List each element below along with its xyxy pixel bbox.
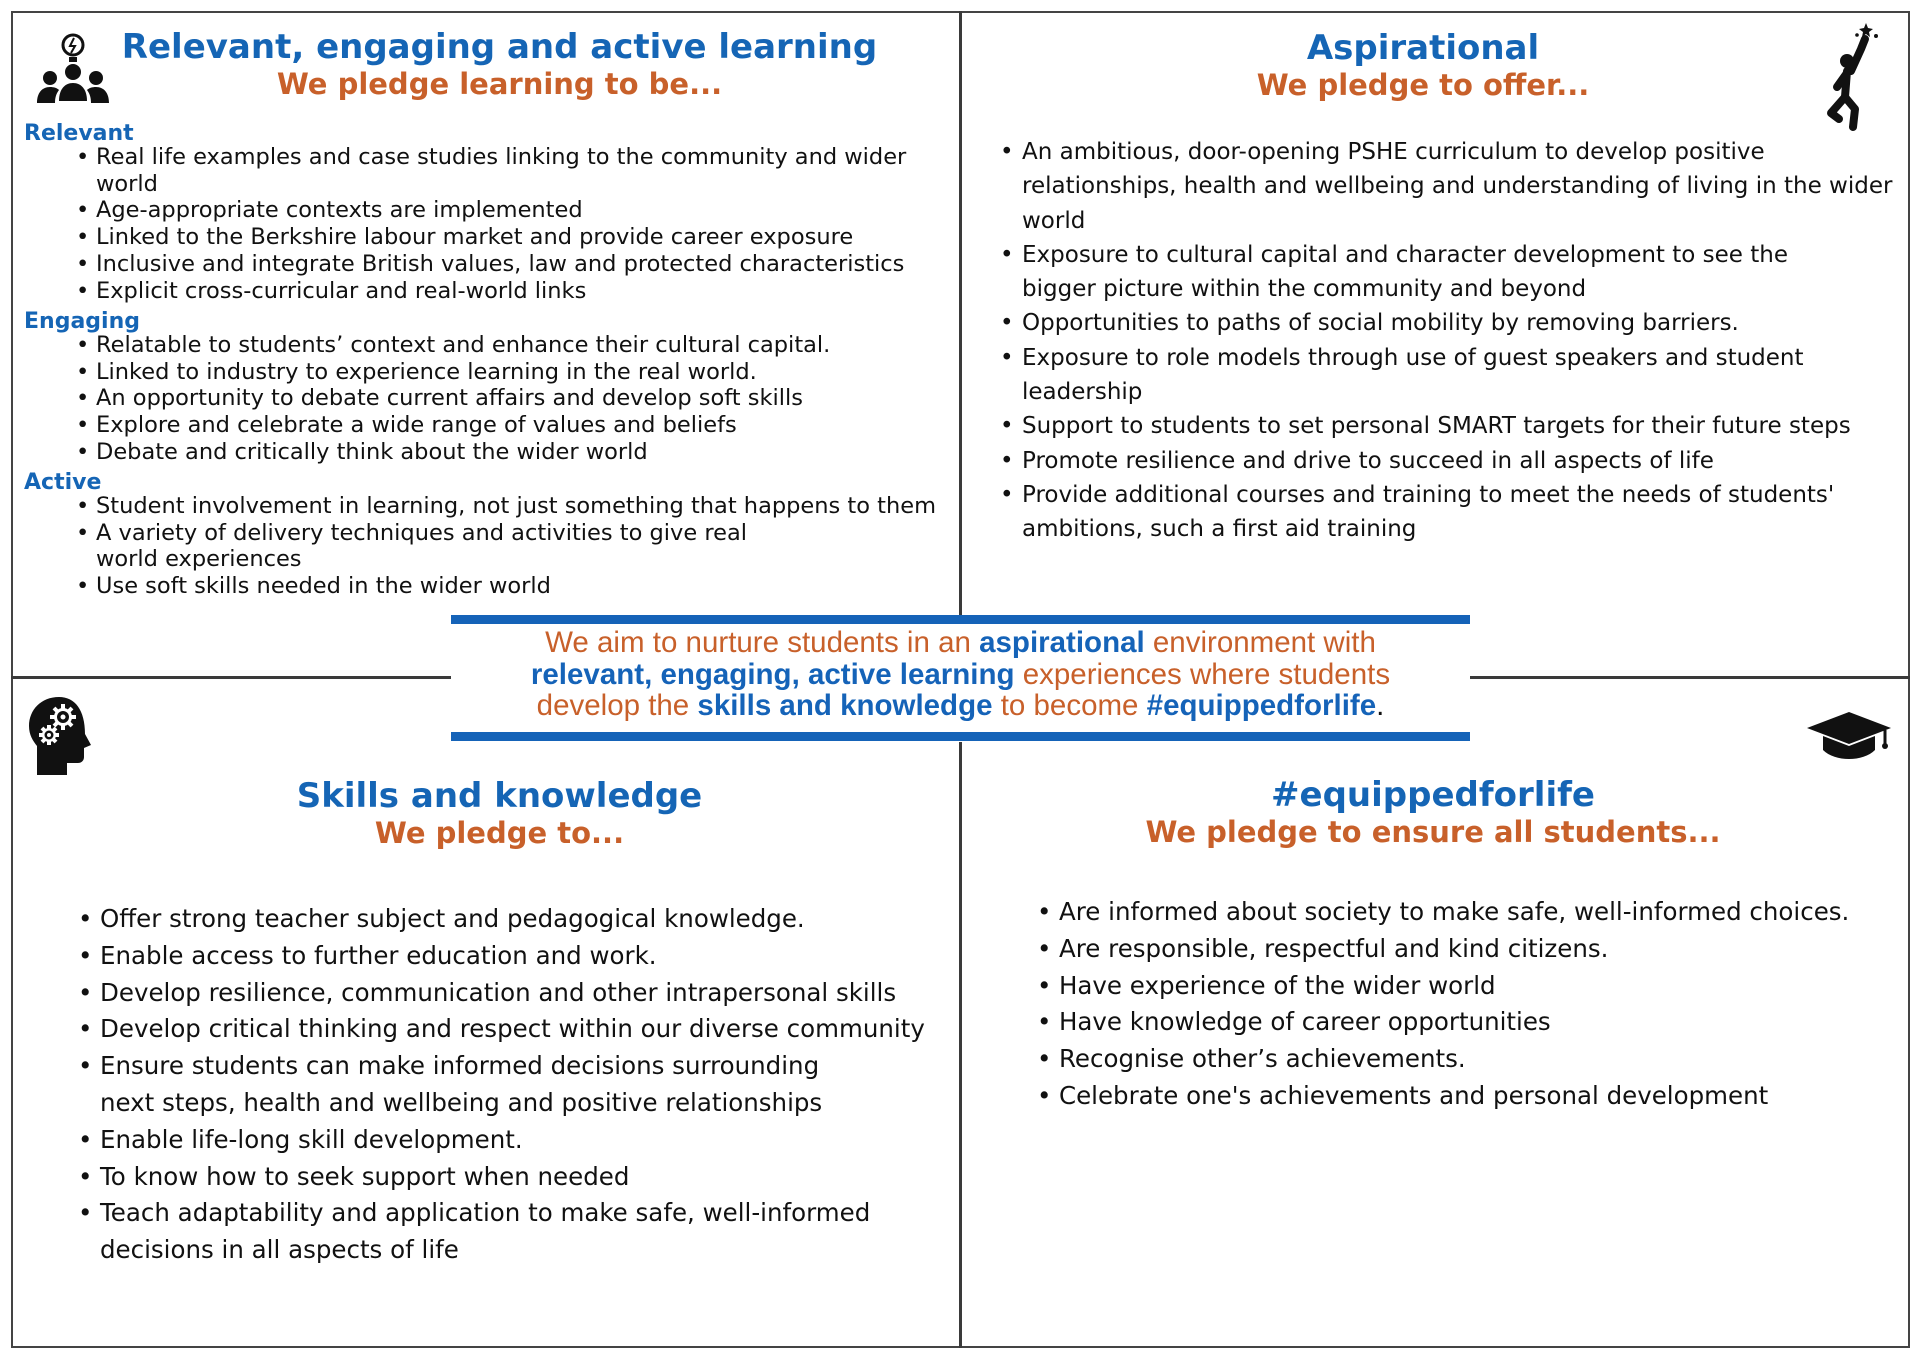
- equipped-list: [1059, 894, 1879, 1115]
- quadrant-relevant-engaging-active: [13, 13, 958, 613]
- list-item: • Are informed about society to make safe, well-informed choices.: [1059, 894, 1879, 931]
- q1-subtitle: We pledge learning to be...: [276, 67, 723, 101]
- list-item: • Develop resilience, communication and other intrapersonal skills: [100, 975, 930, 1012]
- list-item: • Enable life-long skill development.: [100, 1122, 930, 1159]
- skills-knowledge-list: [100, 901, 930, 1269]
- q1-title: Relevant, engaging and active learning: [121, 27, 878, 67]
- mission-highlight: relevant, engaging, active learning: [530, 657, 1015, 691]
- list-item: • Provide additional courses and training to meet the needs of students' ambitions, such a first aid training: [1022, 478, 1862, 547]
- list-item: • Inclusive and integrate British values, law and protected characteristics: [96, 251, 936, 278]
- list-item: • Are responsible, respectful and kind citizens.: [1059, 931, 1879, 968]
- banner-top-bar: [451, 615, 1470, 624]
- mission-banner: [451, 615, 1470, 742]
- horizontal-divider-left: [11, 676, 453, 679]
- list-item: • Have experience of the wider world: [1059, 968, 1879, 1005]
- list-item: • Age-appropriate contexts are implemented: [96, 197, 936, 224]
- list-item: • Offer strong teacher subject and pedagogical knowledge.: [100, 901, 930, 938]
- list-item: • Relatable to students’ context and enhance their cultural capital.: [96, 332, 936, 359]
- section-heading-engaging: Engaging: [24, 309, 140, 334]
- mission-line-1: [451, 627, 1470, 659]
- list-item: • Exposure to role models through use of guest speakers and student leadership: [1022, 341, 1902, 410]
- list-item: • To know how to seek support when needed: [100, 1159, 930, 1196]
- q2-title: Aspirational: [1306, 28, 1540, 68]
- list-item: • Support to students to set personal SMART targets for their future steps: [1022, 409, 1902, 443]
- list-item: • Debate and critically think about the wider world: [96, 439, 936, 466]
- list-item: • Enable access to further education and work.: [100, 938, 930, 975]
- q3-subtitle: We pledge to...: [374, 816, 625, 850]
- engaging-list: [96, 332, 936, 466]
- quadrant-skills-knowledge: [13, 680, 958, 1346]
- head-gears-icon: [23, 695, 99, 777]
- list-item: • Promote resilience and drive to succeed in all aspects of life: [1022, 444, 1902, 478]
- graduation-cap-icon: [1805, 710, 1893, 762]
- quadrant-aspirational: [962, 13, 1908, 613]
- list-item: • Ensure students can make informed decisions surrounding next steps, health and wellbeing and positive relationships: [100, 1048, 880, 1122]
- mission-line-2: [451, 659, 1470, 691]
- mission-period: .: [1376, 689, 1385, 722]
- list-item: • Real life examples and case studies linking to the community and wider world: [96, 144, 936, 197]
- mission-highlight: aspirational: [979, 626, 1145, 659]
- list-item: • Use soft skills needed in the wider world: [96, 573, 936, 600]
- list-item: • Explicit cross-curricular and real-world links: [96, 278, 936, 305]
- horizontal-divider-right: [1468, 676, 1910, 679]
- q4-title: #equippedforlife: [1271, 775, 1595, 815]
- q4-subtitle: We pledge to ensure all students...: [1145, 815, 1721, 849]
- reaching-star-icon: [1817, 21, 1887, 133]
- mission-text: to become: [992, 689, 1147, 722]
- list-item: • Linked to industry to experience learning in the real world.: [96, 359, 936, 386]
- section-heading-relevant: Relevant: [24, 121, 134, 146]
- list-item: • Celebrate one's achievements and personal development: [1059, 1078, 1879, 1115]
- relevant-list: [96, 144, 936, 304]
- list-item: • Have knowledge of career opportunities: [1059, 1004, 1879, 1041]
- q3-title: Skills and knowledge: [296, 776, 703, 816]
- mission-text: We aim to nurture students in an: [545, 626, 980, 659]
- list-item: • Opportunities to paths of social mobility by removing barriers.: [1022, 306, 1902, 340]
- mission-line-3: [451, 690, 1470, 722]
- mission-text: experiences where students: [1014, 657, 1391, 691]
- list-item: • Explore and celebrate a wide range of values and beliefs: [96, 412, 936, 439]
- list-item: • Develop critical thinking and respect within our diverse community: [100, 1011, 930, 1048]
- mission-statement: [451, 627, 1470, 722]
- section-heading-active: Active: [24, 470, 102, 495]
- banner-bottom-bar: [451, 732, 1470, 741]
- list-item: • Recognise other’s achievements.: [1059, 1041, 1879, 1078]
- list-item: • Teach adaptability and application to make safe, well-informed decisions in all aspects of life: [100, 1195, 880, 1269]
- mission-text: develop the: [536, 689, 698, 722]
- mission-highlight: skills and knowledge: [697, 689, 993, 722]
- list-item: • Exposure to cultural capital and character development to see the bigger picture within the community and beyond: [1022, 238, 1862, 307]
- list-item: • A variety of delivery techniques and activities to give real world experiences: [96, 520, 816, 573]
- quadrant-equipped-for-life: [962, 680, 1908, 1346]
- aspirational-list: [1022, 135, 1902, 547]
- active-list: [96, 493, 936, 600]
- list-item: • Student involvement in learning, not just something that happens to them: [96, 493, 936, 520]
- q2-subtitle: We pledge to offer...: [1256, 68, 1590, 102]
- list-item: • An opportunity to debate current affairs and develop soft skills: [96, 385, 936, 412]
- mission-highlight: #equippedforlife: [1146, 689, 1377, 722]
- mission-text: environment with: [1144, 626, 1376, 659]
- list-item: • An ambitious, door-opening PSHE curriculum to develop positive relationships, health and wellbeing and understanding of living in the wider world: [1022, 135, 1902, 238]
- list-item: • Linked to the Berkshire labour market and provide career exposure: [96, 224, 936, 251]
